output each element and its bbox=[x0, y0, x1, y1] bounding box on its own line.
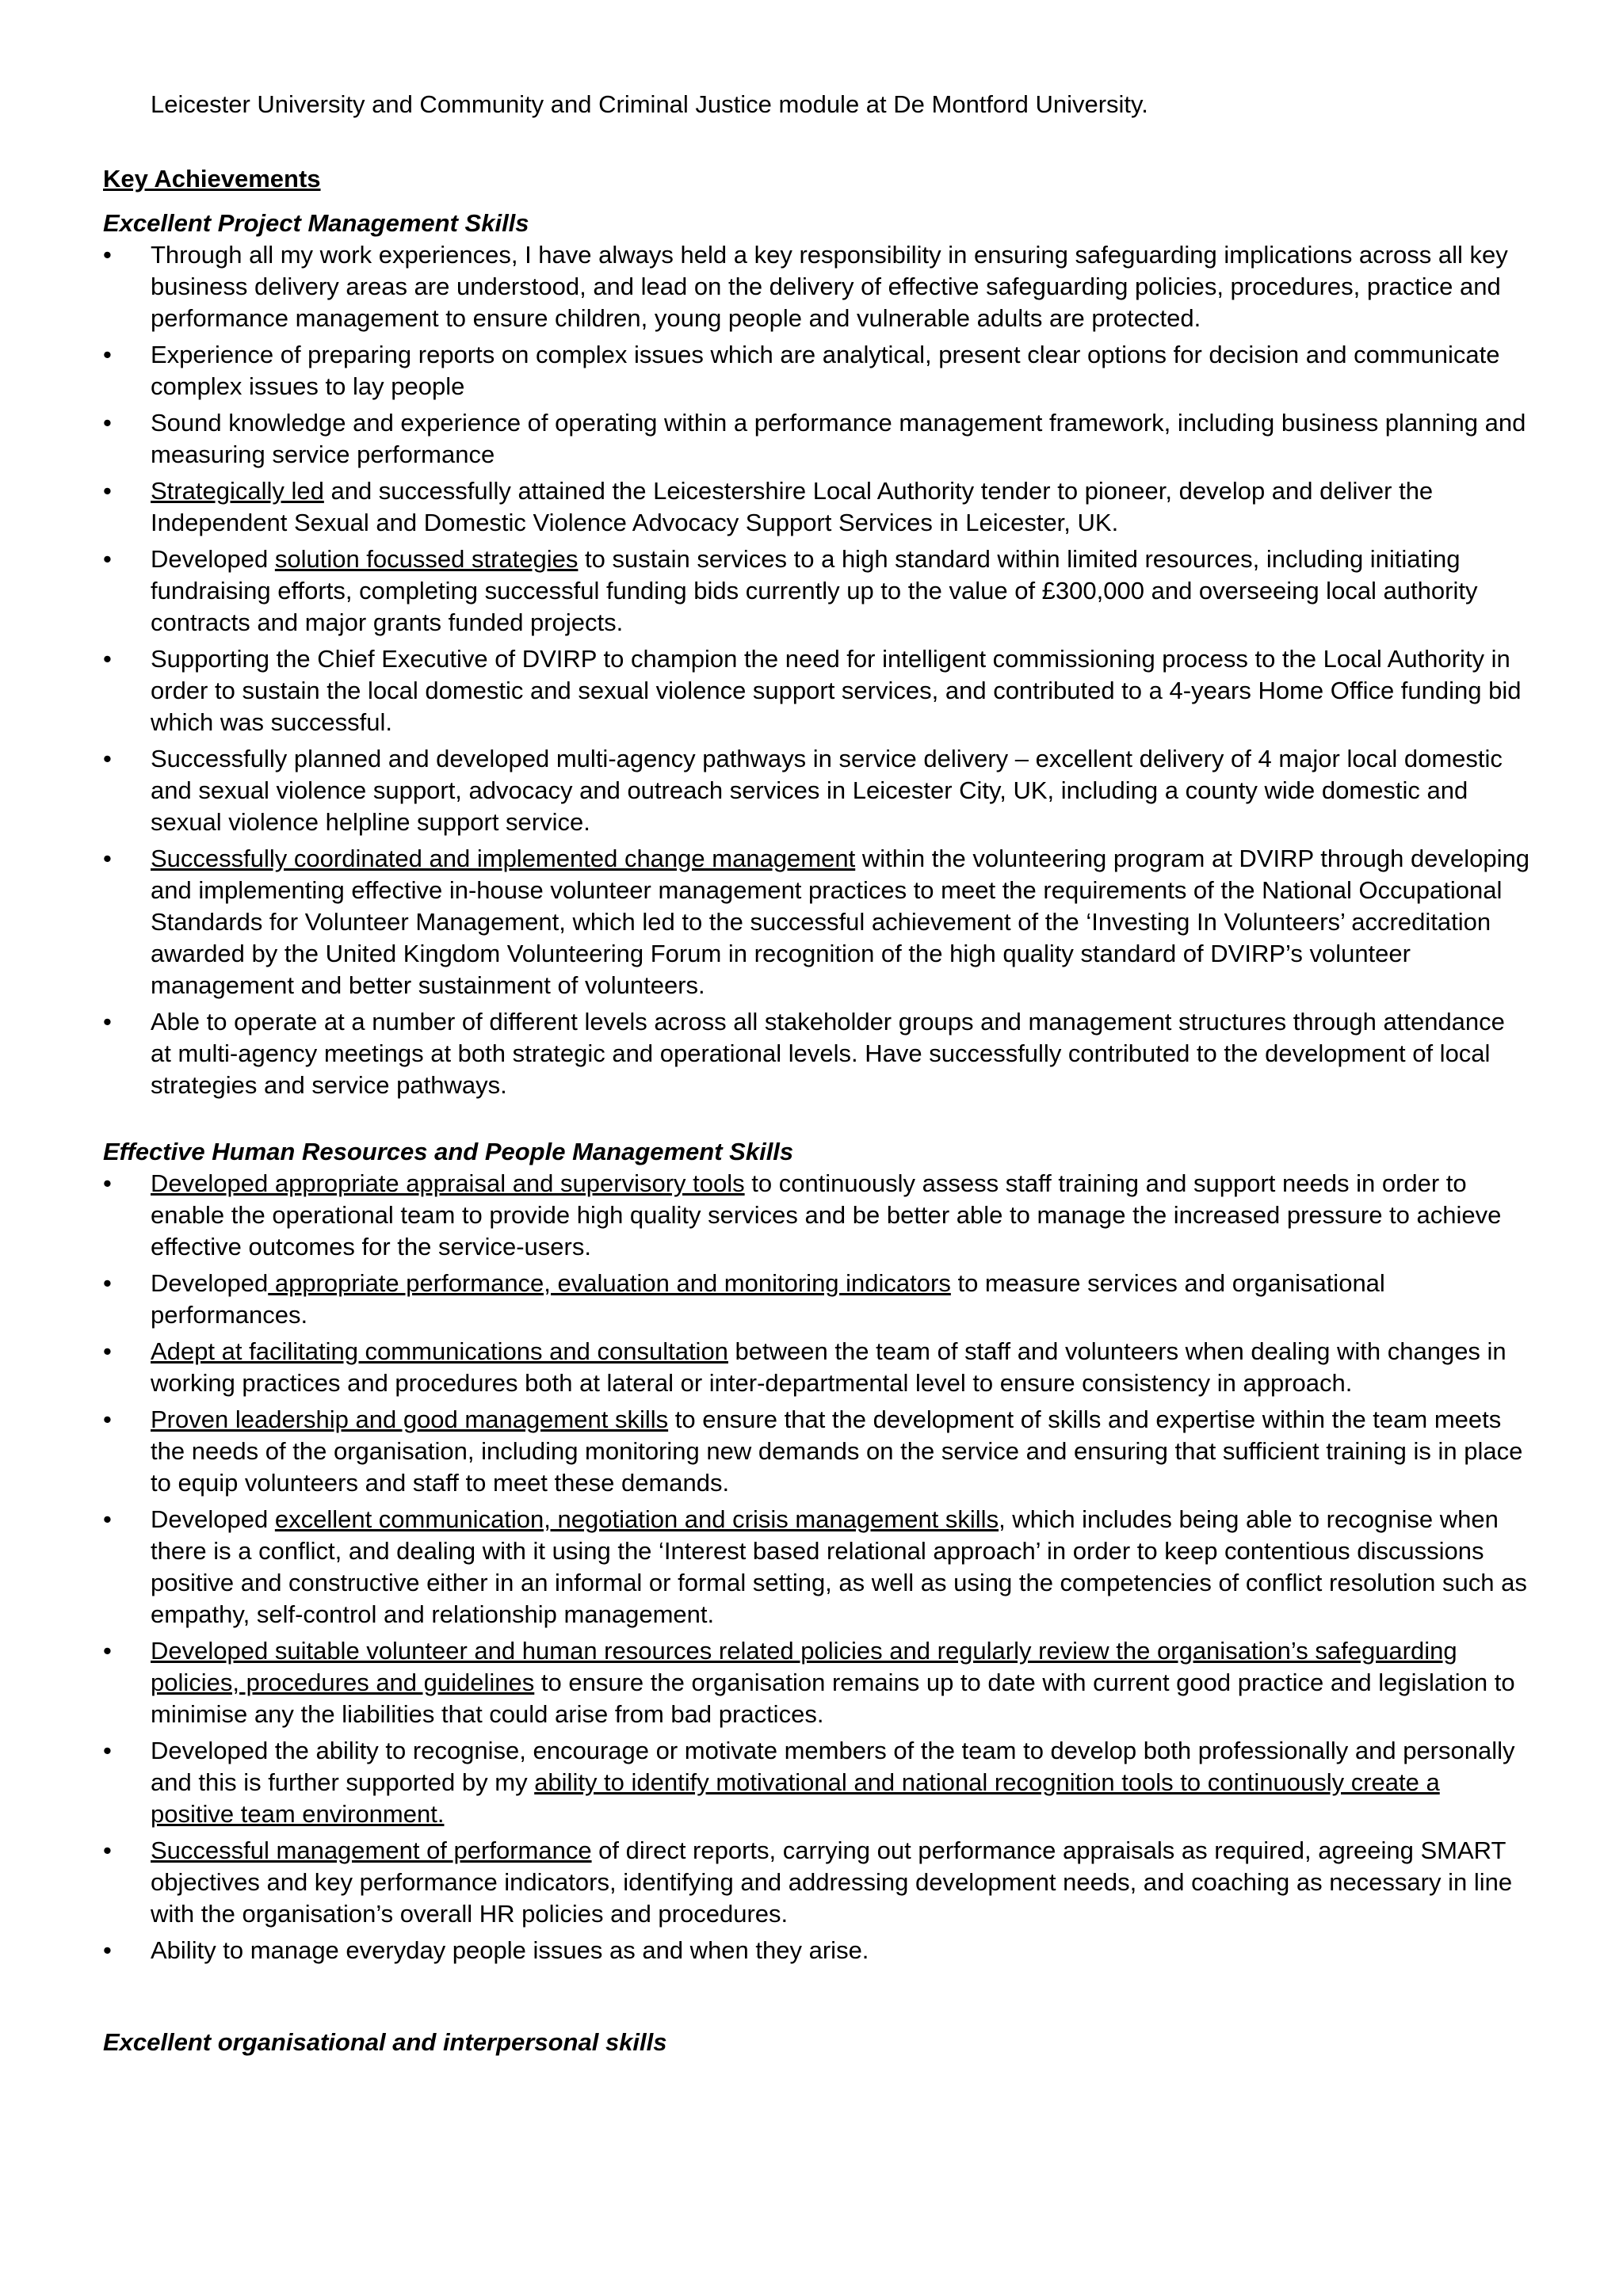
list-item bbox=[103, 1835, 1529, 1930]
underlined-text: Adept at facilitating communications and consultation bbox=[151, 1337, 728, 1365]
list-item bbox=[103, 1735, 1529, 1830]
item-text: between the team of staff and volunteers when dealing with changes in working practices and procedures both at lateral or inter-departmental level to ensure consistency in approach. bbox=[151, 1337, 1507, 1397]
list-item bbox=[103, 239, 1529, 334]
item-text: Ability to manage everyday people issues as and when they arise. bbox=[151, 1936, 869, 1964]
bullet-glyph: • bbox=[103, 477, 112, 505]
underlined-text: Successful management of performance bbox=[151, 1836, 592, 1864]
item-text: and successfully attained the Leicestershire Local Authority tender to pioneer, develop and deliver the Independent Sexual and Domestic Violence Advocacy Support Services in Leicester, UK. bbox=[151, 477, 1434, 536]
item-text: to continuously assess staff training and support needs in order to enable the operational team to provide high quality services and be better able to manage the increased pressure to achieve effective outcomes for the service-users. bbox=[151, 1169, 1502, 1261]
bullet-glyph: • bbox=[103, 645, 112, 673]
bullet-glyph: • bbox=[103, 1936, 112, 1964]
bullet-glyph: • bbox=[103, 409, 112, 437]
item-text: to ensure that the development of skills and expertise within the team meets the needs of the organisation, including monitoring new demands on the service and ensuring that sufficient training is in place to equip volunteers and staff to meet these demands. bbox=[151, 1405, 1523, 1497]
bullet-glyph: • bbox=[103, 1505, 112, 1533]
list-item bbox=[103, 743, 1529, 838]
list-item bbox=[103, 1006, 1529, 1101]
bullet-glyph: • bbox=[103, 745, 112, 772]
list-item bbox=[103, 1168, 1529, 1263]
section-heading: Excellent Project Management Skills bbox=[103, 209, 529, 237]
item-text: , which includes being able to recognise when there is a conflict, and dealing with it using the ‘Interest based relational approach’ in order to keep contentious discussions positive and constructive either in an informal or formal setting, as well as using the competencies of conflict resolution such as empathy, self-control and relationship management. bbox=[151, 1505, 1527, 1628]
item-text: Sound knowledge and experience of operating within a performance management framework, including business planning and measuring service performance bbox=[151, 409, 1526, 468]
key-achievements-heading: Key Achievements bbox=[103, 165, 321, 193]
item-text: to measure services and organisational performances. bbox=[151, 1269, 1385, 1329]
item-text: Successfully planned and developed multi-agency pathways in service delivery – excellent delivery of 4 major local domestic and sexual violence support, advocacy and outreach services in Leicester City, UK, including a county wide domestic and sexual violence helpline support service. bbox=[151, 745, 1503, 836]
bullet-glyph: • bbox=[103, 1637, 112, 1665]
item-text: Through all my work experiences, I have always held a key responsibility in ensuring safeguarding implications across all key business delivery areas are understood, and lead on the delivery of effective safeguarding policies, procedures, practice and performance management to ensure children, young people and vulnerable adults are protected. bbox=[151, 241, 1508, 332]
list-item bbox=[103, 339, 1529, 402]
list-item bbox=[103, 843, 1529, 1001]
underlined-text: Strategically led bbox=[151, 477, 324, 505]
list-item bbox=[103, 643, 1529, 738]
underlined-text: solution focussed strategies bbox=[274, 545, 579, 573]
bullet-glyph: • bbox=[103, 1737, 112, 1764]
bullet-glyph: • bbox=[103, 1269, 112, 1297]
bullet-list bbox=[103, 1168, 1529, 1966]
list-item bbox=[103, 1336, 1529, 1399]
bullet-glyph: • bbox=[103, 1337, 112, 1365]
item-text: to ensure the organisation remains up to date with current good practice and legislation to minimise any the liabilities that could arise from bad practices. bbox=[151, 1669, 1515, 1728]
bullet-glyph: • bbox=[103, 545, 112, 573]
underlined-text: Developed suitable volunteer and human resources related policies and regularly review the organisation’s safeguarding policies, procedures and guidelines bbox=[151, 1637, 1457, 1696]
list-item bbox=[103, 475, 1529, 539]
underlined-text: Successfully coordinated and implemented change management bbox=[151, 845, 856, 872]
underlined-text: Developed appropriate appraisal and supervisory tools bbox=[151, 1169, 745, 1197]
intro-text: Leicester University and Community and Criminal Justice module at De Montford University. bbox=[151, 90, 1148, 118]
bullet-glyph: • bbox=[103, 341, 112, 368]
list-item bbox=[103, 407, 1529, 471]
list-item bbox=[103, 1504, 1529, 1630]
bullet-glyph: • bbox=[103, 1008, 112, 1035]
item-text: of direct reports, carrying out performance appraisals as required, agreeing SMART objectives and key performance indicators, identifying and addressing development needs, and coaching as necessary in line with the organisation’s overall HR policies and procedures. bbox=[151, 1836, 1513, 1928]
list-item bbox=[103, 543, 1529, 639]
item-text: within the volunteering program at DVIRP through developing and implementing effective in-house volunteer management practices to meet the requirements of the National Occupational Standards for Volunteer Management, which led to the successful achievement of the ‘Investing In Volunteers’ accreditation awarded by the United Kingdom Volunteering Forum in recognition of the high quality standard of DVIRP’s volunteer management and better sustainment of volunteers. bbox=[151, 845, 1529, 999]
item-text: Developed bbox=[151, 545, 275, 573]
bullet-list bbox=[103, 239, 1529, 1101]
list-item bbox=[103, 1935, 1529, 1966]
item-text: Developed bbox=[151, 1505, 275, 1533]
section-heading: Effective Human Resources and People Management Skills bbox=[103, 1138, 794, 1165]
underlined-text: excellent communication, negotiation and crisis management skills bbox=[274, 1505, 999, 1533]
item-text: Developed bbox=[151, 1269, 269, 1297]
list-item bbox=[103, 1404, 1529, 1499]
item-text: Developed the ability to recognise, encourage or motivate members of the team to develop both professionally and personally and this is further supported by my bbox=[151, 1737, 1515, 1796]
bullet-glyph: • bbox=[103, 1405, 112, 1433]
list-item bbox=[103, 1268, 1529, 1331]
bullet-glyph: • bbox=[103, 1836, 112, 1864]
sections-container bbox=[103, 208, 1623, 2058]
bullet-glyph: • bbox=[103, 1169, 112, 1197]
section-heading: Excellent organisational and interpersonal skills bbox=[103, 2028, 667, 2056]
item-text: Able to operate at a number of different levels across all stakeholder groups and management structures through attendance at multi-agency meetings at both strategic and operational levels. Have successfully contributed to the development of local strategies and service pathways. bbox=[151, 1008, 1505, 1099]
item-text: Supporting the Chief Executive of DVIRP to champion the need for intelligent commissioning process to the Local Authority in order to sustain the local domestic and sexual violence support services, and contributed to a 4-years Home Office funding bid which was successful. bbox=[151, 645, 1522, 736]
bullet-glyph: • bbox=[103, 845, 112, 872]
item-text: to sustain services to a high standard within limited resources, including initiating fundraising efforts, completing successful funding bids currently up to the value of £300,000 and overseeing local authority contracts and major grants funded projects. bbox=[151, 545, 1478, 636]
bullet-glyph: • bbox=[103, 241, 112, 269]
underlined-text: Proven leadership and good management skills bbox=[151, 1405, 669, 1433]
item-text: Experience of preparing reports on complex issues which are analytical, present clear options for decision and communicate complex issues to lay people bbox=[151, 341, 1500, 400]
underlined-text: ability to identify motivational and national recognition tools to continuously create a positive team environment. bbox=[151, 1768, 1440, 1828]
list-item bbox=[103, 1635, 1529, 1730]
underlined-text: appropriate performance, evaluation and monitoring indicators bbox=[268, 1269, 951, 1297]
